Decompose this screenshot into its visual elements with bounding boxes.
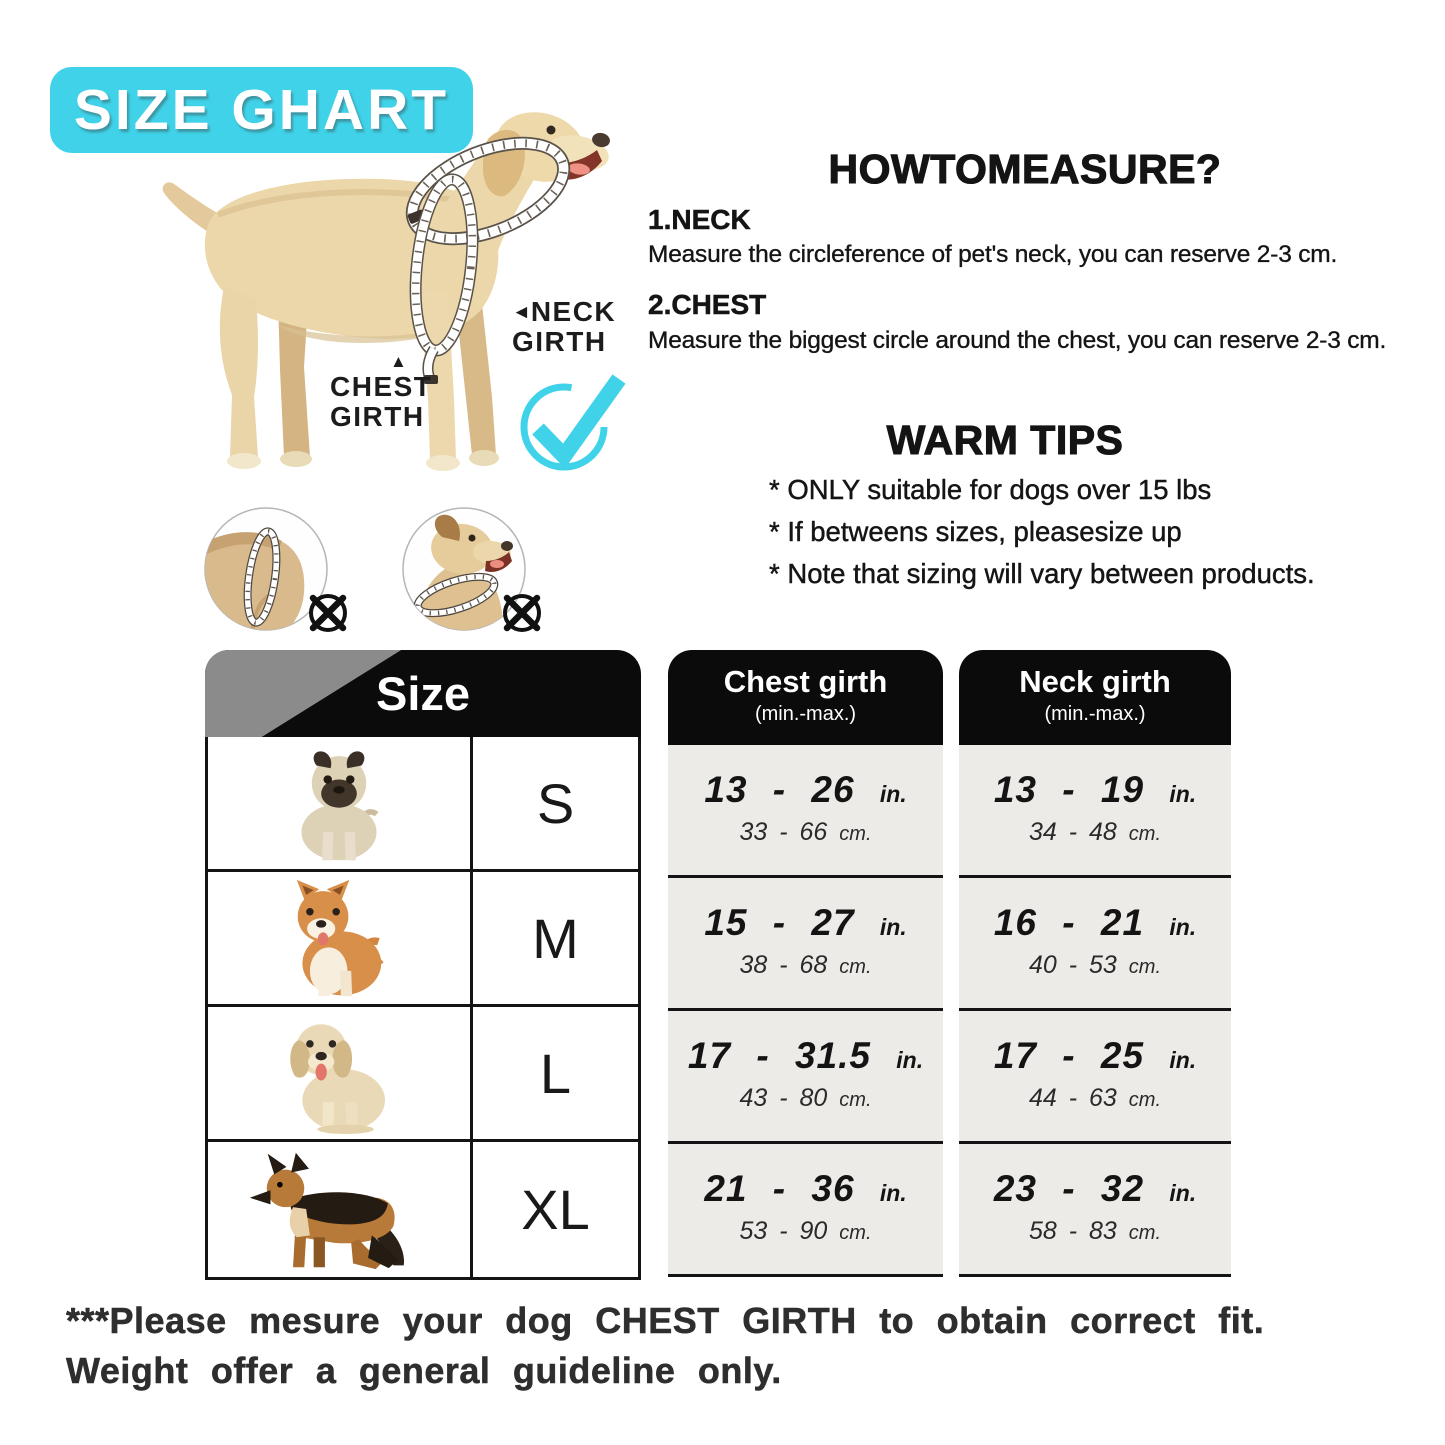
step-chest-label: 2.CHEST [648,289,767,320]
unit-cm: cm. [839,956,872,978]
chest-in-m: 15 - 27 [704,902,855,943]
page-title: SIZE GHART [50,67,473,153]
unit-cm: cm. [1128,823,1161,845]
chest-cm-l: 43 - 80 [739,1084,828,1112]
step-neck-label: 1.NECK [648,204,751,235]
neck-in-m: 16 - 21 [993,902,1145,943]
how-to-measure-heading: HOWTOMEASURE? [828,146,1222,192]
size-table-body [205,737,641,1280]
unit-cm: cm. [1128,1089,1161,1111]
neck-girth-line2: GIRTH [512,326,607,358]
size-label-xl: XL [470,1142,638,1277]
chest-girth-line1: CHEST [330,371,433,402]
neck-in-s: 13 - 19 [993,769,1145,810]
checkmark-icon [518,365,630,477]
chest-girth-header [668,650,943,745]
unit-in: in. [1169,1047,1197,1073]
neck-girth-header [959,650,1231,745]
unit-cm: cm. [1128,1222,1161,1244]
chest-cm-xl: 53 - 90 [739,1217,828,1245]
unit-in: in. [896,1047,924,1073]
neck-value-m [959,878,1231,1011]
chest-in-l: 17 - 31.5 [687,1035,871,1076]
chest-in-s: 13 - 26 [704,769,855,810]
step-chest-text: Measure the biggest circle around the chest, you can reserve 2-3 cm. [648,327,1387,354]
neck-girth-label [512,297,616,357]
unit-cm: cm. [839,1222,872,1244]
unit-in: in. [1169,781,1197,807]
step-neck-text: Measure the circleference of pet's neck, you can reserve 2-3 cm. [648,241,1338,268]
warm-tip-3: * Note that sizing will vary between products. [769,558,1315,589]
warm-tip-1: * ONLY suitable for dogs over 15 lbs [769,474,1212,505]
size-label-l: L [470,1007,638,1139]
unit-in: in. [1169,1180,1197,1206]
x-mark-icon [499,590,545,636]
dog-image-german-shepherd [208,1142,470,1277]
dog-image-pug [208,737,470,869]
chest-in-xl: 21 - 36 [704,1168,855,1209]
unit-cm: cm. [1128,956,1161,978]
chest-girth-title: Chest girth [723,664,888,699]
neck-in-l: 17 - 25 [993,1035,1145,1076]
size-column-title: Size [375,667,471,720]
chest-cm-m: 38 - 68 [739,951,828,979]
warm-tip-2: * If betweens sizes, pleasesize up [769,516,1182,547]
chest-value-xl [668,1144,943,1277]
footnote-line2: Weight offer a general guideline only. [66,1350,782,1392]
unit-cm: cm. [839,1089,872,1111]
chest-value-l [668,1011,943,1144]
neck-cm-l: 44 - 63 [1028,1084,1117,1112]
warm-tips-heading: WARM TIPS [886,417,1124,463]
footnote-line1: ***Please mesure your dog CHEST GIRTH to obtain correct fit. [66,1300,1265,1341]
chest-girth-subtitle: (min.-max.) [754,703,857,725]
neck-cm-xl: 58 - 83 [1028,1217,1117,1245]
footnote [66,1296,1264,1397]
neck-cm-s: 34 - 48 [1028,818,1117,846]
neck-value-s [959,745,1231,878]
dog-image-shiba-inu [208,872,470,1004]
neck-girth-column [959,650,1231,1277]
size-table-header [205,650,641,737]
size-table [205,650,641,1280]
arrow-left-icon: ◄ [512,302,531,323]
unit-in: in. [879,1180,907,1206]
arrow-up-icon: ▲ [390,352,407,371]
table-row-s [208,737,638,872]
unit-in: in. [879,781,907,807]
unit-cm: cm. [839,823,872,845]
size-label-m: M [470,872,638,1004]
neck-girth-line1: NECK [530,296,617,327]
chest-girth-line2: GIRTH [330,401,425,433]
chest-girth-label [330,372,432,432]
neck-girth-title: Neck girth [1019,664,1171,699]
chest-cm-s: 33 - 66 [739,818,828,846]
chest-girth-column [668,650,943,1277]
neck-value-l [959,1011,1231,1144]
neck-in-xl: 23 - 32 [993,1168,1145,1209]
neck-value-xl [959,1144,1231,1277]
neck-cm-m: 40 - 53 [1028,951,1117,979]
table-row-l [208,1007,638,1142]
table-row-m [208,872,638,1007]
chest-value-s [668,745,943,878]
chest-value-m [668,878,943,1011]
dog-image-labrador [208,1007,470,1139]
table-row-xl [208,1142,638,1277]
unit-in: in. [879,914,907,940]
unit-in: in. [1169,914,1197,940]
neck-girth-subtitle: (min.-max.) [1044,703,1146,725]
x-mark-icon [305,590,351,636]
size-label-s: S [470,737,638,869]
